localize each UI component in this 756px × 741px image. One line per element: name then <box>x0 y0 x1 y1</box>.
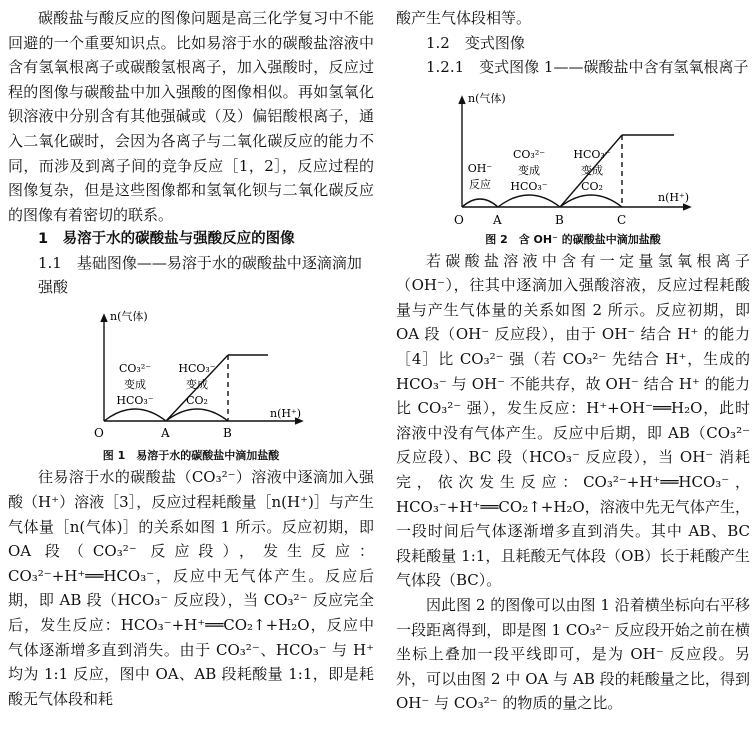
fig2-seg3-line2: 变成 <box>581 163 603 177</box>
fig1-seg1-line2: 变成 <box>124 378 146 392</box>
fig1-seg2-line2: 变成 <box>186 378 208 392</box>
section-1-2-heading: 1.2 变式图像 <box>426 33 525 52</box>
fig2-seg2-line2: 变成 <box>518 163 540 177</box>
section-1-1-heading: 1.1 基础图像——易溶于水的碳酸盐中逐滴滴加强酸 <box>38 254 362 297</box>
fig2-description-paragraph: 若碳酸盐溶液中含有一定量氢氧根离子（OH⁻），往其中逐滴加入强酸溶液，反应过程耗酸量与产生气体量的关系如图 2 所示。反应初期，即 OA 段（OH⁻ 反应段），由于 OH⁻ 结合 H⁺ 的能力［4］比 CO₃²⁻ 强（若 CO₃²⁻ 先结合 H⁺，生成的 HCO₃⁻ 与 OH⁻ 不能共存，故 OH⁻ 结合 H⁺ 的能力比 CO₃²⁻ 强），发生反应：H⁺+OH⁻══H₂O，此时溶液中没有气体产生。反应中后期，即 AB（CO₃²⁻ 反应段）、BC 段（HCO₃⁻ 反应段），当 OH⁻ 消耗完，依次发生反应：CO₃²⁻+H⁺══HCO₃⁻，HCO₃⁻+H⁺══CO₂↑+H₂O，溶液中先无气体产生，一段时间后气体逐渐增多直到消失。其中 AB、BC 段耗酸量 1:1，且耗酸无气体段（OB）长于耗酸产生气体段（BC）。 <box>396 251 750 590</box>
fig1-seg1-line3: HCO₃⁻ <box>116 394 154 408</box>
fig2-arc-oa <box>462 199 498 207</box>
fig2-y-label: n(气体) <box>468 91 506 105</box>
fig2-b-label: B <box>555 212 564 227</box>
figure-1 <box>8 299 374 447</box>
fig2-seg3-line3: CO₂ <box>581 179 603 193</box>
figure-2-caption: 图 2 含 OH⁻ 的碳酸盐中滴加盐酸 <box>485 232 661 246</box>
fig1-description-paragraph: 往易溶于水的碳酸盐（CO₃²⁻）溶液中逐滴加入强酸（H⁺）溶液［3］，反应过程耗酸量［n(H⁺)］与产生气体量［n(气体)］的关系如图 1 所示。反应初期，即 OA 段（CO₃²⁻ 反应段），发生反应：CO₃²⁻+H⁺══HCO₃⁻，反应中无气体产生。反应后期，即 AB 段（HCO₃⁻ 反应段），当 CO₃²⁻ 反应完全后，发生反应：HCO₃⁻+H⁺══CO₂↑+H₂O，反应中气体逐渐增多直到消失。由于 CO₃²⁻、HCO₃⁻ 与 H⁺ 均为 1:1 反应，图中 OA、AB 段耗酸量 1:1，即是耗酸无气体段和耗 <box>8 468 374 708</box>
fig2-seg1-line1: OH⁻ <box>467 161 493 175</box>
fig1-x-label: n(H⁺) <box>270 407 302 421</box>
continued-text: 酸产生气体段相等。 <box>396 9 532 27</box>
fig1-b-label: B <box>223 426 232 441</box>
fig2-a-label: A <box>493 212 502 227</box>
figure-1-caption: 图 1 易溶于水的碳酸盐中滴加盐酸 <box>102 449 280 463</box>
fig1-arc-oa <box>104 409 166 421</box>
section-1-heading: 1 易溶于水的碳酸盐与强酸反应的图像 <box>38 231 295 248</box>
fig2-x-label: n(H⁺) <box>658 190 690 204</box>
section-1-2-1-heading: 1.2.1 变式图像 1——碳酸盐中含有氢氧根离子 <box>426 57 749 76</box>
fig2-origin-label: O <box>454 212 464 227</box>
fig1-seg2-line3: CO₂ <box>186 394 208 408</box>
right-column <box>396 6 750 716</box>
fig1-y-label: n(气体) <box>110 310 148 324</box>
fig2-c-label: C <box>617 212 627 227</box>
figure-2 <box>396 79 750 231</box>
fig2-arc-ab <box>498 195 560 207</box>
fig1-seg2-line1: HCO₃⁻ <box>178 362 216 376</box>
intro-paragraph: 碳酸盐与酸反应的图像问题是高三化学复习中不能回避的一个重要知识点。比如易溶于水的碳酸盐溶液中含有氢氧根离子或碳酸氢根离子，加入强酸时，反应过程的图像与碳酸盐中加入强酸的图像相似。再如氢氧化钡溶液中分别含有其他强碱或（及）偏铝酸根离子，通入二氧化碳时，会因为各离子与二氧化碳反应的能力不同，而涉及到离子间的竞争反应［1，2］，反应过程的图像复杂，但是这些图像都和氢氧化钡与二氧化碳反应的图像有着密切的联系。 <box>8 9 374 224</box>
fig1-origin-label: O <box>94 426 104 441</box>
fig2-seg2-line1: CO₃²⁻ <box>512 147 546 161</box>
fig2-seg1-line2: 反应 <box>469 177 491 191</box>
conclusion-paragraph: 因此图 2 的图像可以由图 1 沿着横坐标向右平移一段距离得到，即是图 1 CO₃²⁻ 反应段开始之前在横坐标上叠加一段平线即可，是为 OH⁻ 反应段。另外，可以由图 2 中 OA 与 AB 段的耗酸量之比，得到 OH⁻ 与 CO₃²⁻ 的物质的量之比。 <box>396 595 750 713</box>
fig1-seg1-line1: CO₃²⁻ <box>118 362 152 376</box>
fig2-seg3-line1: HCO₃⁻ <box>573 147 611 161</box>
left-column <box>8 6 374 711</box>
fig2-seg2-line3: HCO₃⁻ <box>510 179 548 193</box>
fig1-a-label: A <box>161 426 170 441</box>
